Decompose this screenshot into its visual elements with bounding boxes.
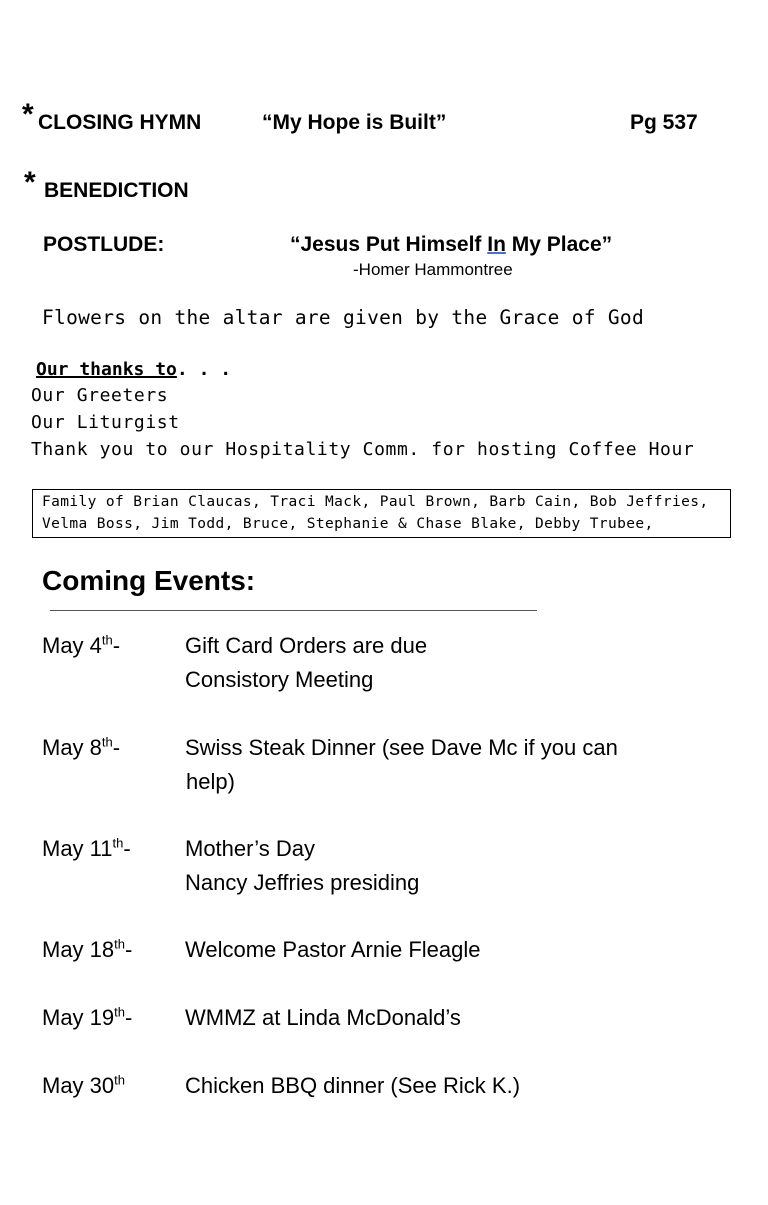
event-date-dash: - <box>125 1005 133 1030</box>
event-date-dash: - <box>112 735 121 760</box>
event-date-suffix: th <box>114 1004 125 1020</box>
coming-events-divider <box>50 610 537 611</box>
event-description: Chicken BBQ dinner (See Rick K.) <box>185 1073 521 1098</box>
event-description: Nancy Jeffries presiding <box>185 870 420 895</box>
event-date-dash: - <box>125 937 133 962</box>
prayer-list-line-2: Velma Boss, Jim Todd, Bruce, Stephanie & Chase Blake, Debby Trubee, <box>42 516 654 532</box>
event-date-text: May 4 <box>42 633 102 658</box>
event-date-text: May 8 <box>42 735 102 760</box>
event-date <box>42 1073 125 1099</box>
event-date-suffix: th <box>114 1072 125 1088</box>
postlude-label: POSTLUDE: <box>43 233 165 256</box>
event-date-text: May 19 <box>42 1005 115 1030</box>
event-date <box>42 735 120 761</box>
postlude-title-end: My Place” <box>505 233 613 256</box>
event-date <box>42 633 120 659</box>
event-date-dash: - <box>123 836 131 861</box>
postlude-title-start: “Jesus Put Himself <box>290 233 488 256</box>
postlude-title-in: In <box>487 233 506 256</box>
closing-hymn-title: “My Hope is Built” <box>262 111 447 134</box>
prayer-list-line-1: Family of Brian Claucas, Traci Mack, Paul Brown, Barb Cain, Bob Jeffries, <box>42 494 709 510</box>
event-date-suffix: th <box>114 936 125 952</box>
closing-hymn-label: CLOSING HYMN <box>38 111 202 134</box>
thanks-heading-text: Our thanks to <box>36 359 177 380</box>
event-date-suffix: th <box>112 835 124 851</box>
benediction-asterisk: * <box>24 166 36 199</box>
flowers-note: Flowers on the altar are given by the Grace of God <box>42 306 644 329</box>
postlude-title <box>290 233 612 257</box>
event-description: Consistory Meeting <box>185 667 374 692</box>
thanks-line-greeters: Our Greeters <box>31 385 169 406</box>
event-date-suffix: th <box>101 632 113 648</box>
closing-hymn-asterisk: * <box>22 98 34 131</box>
event-date-text: May 18 <box>42 937 115 962</box>
event-date <box>42 836 131 862</box>
thanks-heading-ellipsis: . . . <box>176 359 232 380</box>
event-description: Mother’s Day <box>185 836 316 861</box>
event-date-text: May 11 <box>42 836 113 861</box>
event-description: Gift Card Orders are due <box>185 633 428 658</box>
event-date-suffix: th <box>101 734 113 750</box>
event-description: Welcome Pastor Arnie Fleagle <box>185 937 481 962</box>
coming-events-heading: Coming Events: <box>42 565 256 596</box>
event-description: WMMZ at Linda McDonald’s <box>185 1005 461 1030</box>
thanks-line-liturgist: Our Liturgist <box>31 412 180 433</box>
event-description: Swiss Steak Dinner (see Dave Mc if you can <box>185 735 618 760</box>
benediction-label: BENEDICTION <box>44 179 189 202</box>
thanks-line-hospitality: Thank you to our Hospitality Comm. for hosting Coffee Hour <box>31 439 695 460</box>
event-date <box>42 937 132 963</box>
thanks-heading <box>36 359 231 380</box>
event-date-dash: - <box>112 633 121 658</box>
closing-hymn-page: Pg 537 <box>630 111 698 134</box>
event-description: help) <box>186 769 235 794</box>
postlude-composer: -Homer Hammontree <box>353 260 513 279</box>
event-date <box>42 1005 132 1031</box>
event-date-text: May 30 <box>42 1073 115 1098</box>
